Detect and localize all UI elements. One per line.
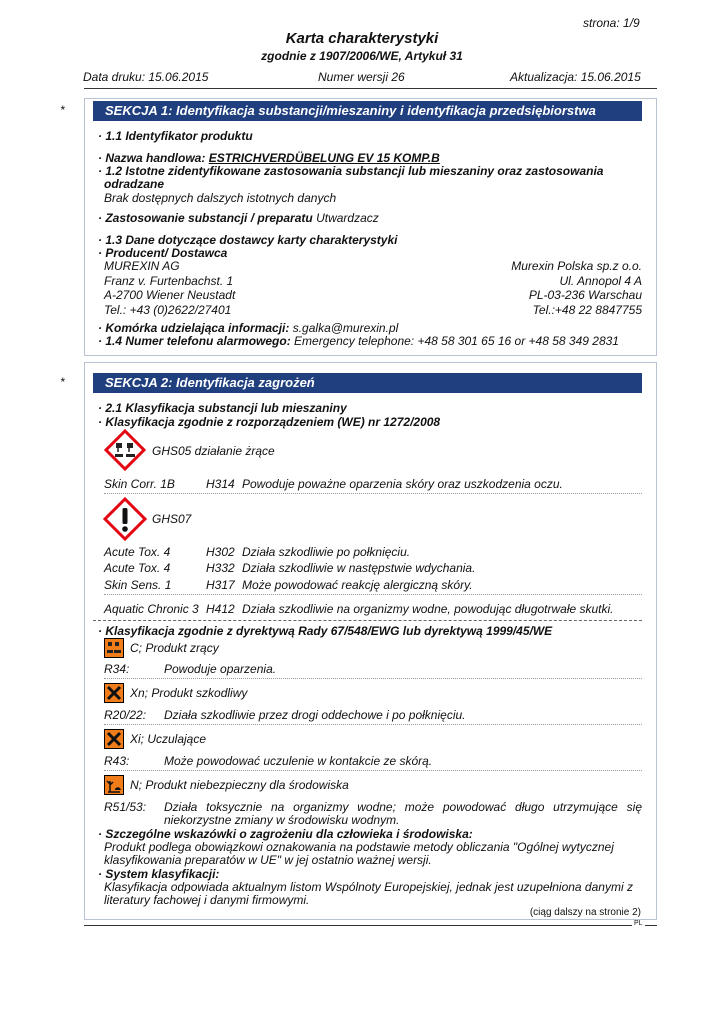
distributor-street: Ul. Annopol 4 A — [559, 273, 642, 288]
page-number: strona: 1/9 — [583, 16, 640, 30]
ghs05-corrosion-icon — [104, 429, 146, 471]
version-number: Numer wersji 26 — [318, 70, 405, 84]
dotted-separator — [104, 770, 642, 771]
use-line — [98, 211, 379, 225]
acute-tox-inhal-h: H332 — [206, 561, 235, 575]
producer-label: · Producent/ Dostawca — [98, 246, 228, 260]
harmful-xn-icon — [104, 683, 124, 703]
emergency-line — [98, 334, 619, 348]
language-code: PL — [634, 920, 643, 927]
skin-sens-h: H317 — [206, 578, 235, 592]
c-label: C; Produkt zrący — [130, 641, 219, 655]
producer-city: A-2700 Wiener Neustadt — [104, 288, 236, 302]
emergency-label: · 1.4 Numer telefonu alarmowego: — [98, 334, 295, 348]
no-data-text: Brak dostępnych dalszych istotnych danych — [104, 191, 337, 205]
classification-system-line1: Klasyfikacja odpowiada aktualnym listom Wspólnoty Europejskiej, jednak jest uzupełniona danymi z — [104, 880, 633, 894]
footer-divider-end — [645, 925, 657, 926]
continued-note: (ciąg dalszy na stronie 2) — [529, 907, 641, 918]
xi-label: Xi; Uczulające — [130, 732, 207, 746]
skin-corr-text: Powoduje poważne oparzenia skóry oraz uszkodzenia oczu. — [242, 477, 563, 491]
document-title: Karta charakterystyki — [285, 30, 439, 47]
section1-change-marker: * — [60, 103, 65, 117]
section1-3-heading: · 1.3 Dane dotyczące dostawcy karty charakterystyki — [98, 233, 398, 247]
skin-corr-h: H314 — [206, 477, 235, 491]
classification-system-label: · System klasyfikacji: — [98, 867, 220, 881]
producer-address — [104, 259, 235, 317]
info-line — [98, 321, 398, 335]
distributor-phone: Tel.:+48 22 8847755 — [532, 302, 642, 317]
section1-1-heading: · 1.1 Identyfikator produktu — [98, 129, 253, 143]
info-email[interactable]: s.galka@murexin.pl — [292, 321, 399, 335]
r2022-text: Działa szkodliwie przez drogi oddechowe i po połknięciu. — [164, 708, 466, 722]
producer-phone: Tel.: +43 (0)2622/27401 — [104, 302, 232, 317]
aquatic-h: H412 — [206, 602, 235, 616]
r5153-text-line1: Działa toksycznie na organizmy wodne; może powodować długo utrzymujące się — [164, 800, 642, 814]
aquatic-code: Aquatic Chronic 3 — [104, 602, 199, 616]
special-hazards-label: · Szczególne wskazówki o zagrożeniu dla człowieka i środowiska: — [98, 827, 473, 841]
section1-2-heading-line2: odradzane — [104, 177, 165, 191]
section1-title: SEKCJA 1: Identyfikacja substancji/mieszaniny i identyfikacja przedsiębiorstwa — [93, 101, 642, 121]
distributor-address — [430, 259, 642, 317]
xn-label: Xn; Produkt szkodliwy — [130, 686, 248, 700]
dotted-separator — [104, 493, 642, 494]
section1-2-heading-line1: · 1.2 Istotne zidentyfikowane zastosowania substancji lub mieszaniny oraz zastosowania — [98, 164, 604, 178]
r2022-code: R20/22: — [104, 708, 147, 722]
acute-tox-oral-h: H302 — [206, 545, 235, 559]
acute-tox-oral-text: Działa szkodliwie po połknięciu. — [242, 545, 411, 559]
skin-sens-text: Może powodować reakcję alergiczną skóry. — [242, 578, 473, 592]
r34-code: R34: — [104, 662, 130, 676]
dotted-separator — [104, 594, 642, 595]
dashed-separator — [93, 620, 642, 621]
use-label: · Zastosowanie substancji / preparatu — [98, 211, 317, 225]
dotted-separator — [104, 678, 642, 679]
section2-1-heading: · 2.1 Klasyfikacja substancji lub mieszaniny — [98, 401, 347, 415]
header-divider — [84, 88, 657, 89]
irritant-xi-icon — [104, 729, 124, 749]
special-hazards-line1: Produkt podlega obowiązkowi oznakowania na podstawie metody obliczania "Ogólnej wytycznej — [104, 840, 614, 854]
acute-tox-inhal-text: Działa szkodliwie w następstwie wdychania. — [242, 561, 476, 575]
special-hazards-line2: klasyfikowania preparatów w UE" w jej ostatnio ważnej wersji. — [104, 853, 432, 867]
aquatic-text: Działa szkodliwie na organizmy wodne, powodując długotrwałe skutki. — [242, 602, 614, 616]
producer-name: MUREXIN AG — [104, 259, 180, 273]
skin-sens-code: Skin Sens. 1 — [104, 578, 172, 592]
corrosive-c-icon — [104, 638, 124, 658]
acute-tox-oral-code: Acute Tox. 4 — [104, 545, 171, 559]
classification-system-line2: literatury fachowej i danymi firmowymi. — [104, 893, 310, 907]
section2-change-marker: * — [60, 375, 65, 389]
r34-text: Powoduje oparzenia. — [164, 662, 277, 676]
trade-name-line — [98, 151, 440, 165]
producer-street: Franz v. Furtenbachst. 1 — [104, 273, 234, 288]
section2-title: SEKCJA 2: Identyfikacja zagrożeń — [93, 373, 642, 393]
skin-corr-code: Skin Corr. 1B — [104, 477, 175, 491]
distributor-city: PL-03-236 Warschau — [528, 288, 642, 302]
environment-n-icon — [104, 775, 124, 795]
footer-divider — [84, 925, 632, 926]
clp-heading: · Klasyfikacja zgodnie z rozporządzeniem (WE) nr 1272/2008 — [98, 415, 441, 429]
acute-tox-inhal-code: Acute Tox. 4 — [104, 561, 171, 575]
r5153-text-line2: niekorzystne zmiany w środowisku wodnym. — [164, 813, 400, 827]
ghs07-label: GHS07 — [152, 512, 192, 526]
document-subtitle: zgodnie z 1907/2006/WE, Artykuł 31 — [261, 49, 463, 63]
use-value: Utwardzacz — [316, 211, 379, 225]
trade-name-value: ESTRICHVERDÜBELUNG EV 15 KOMP.B — [208, 151, 440, 165]
update-date: Aktualizacja: 15.06.2015 — [510, 70, 641, 84]
trade-name-label: · Nazwa handlowa: — [98, 151, 209, 165]
ghs05-label: GHS05 działanie żrące — [152, 444, 275, 458]
n-label: N; Produkt niebezpieczny dla środowiska — [130, 778, 349, 792]
dotted-separator — [104, 724, 642, 725]
distributor-name: Murexin Polska sp.z o.o. — [511, 259, 642, 273]
r43-text: Może powodować uczulenie w kontakcie ze skórą. — [164, 754, 433, 768]
emergency-phone: Emergency telephone: +48 58 301 65 16 or +48 58 349 2831 — [294, 334, 619, 348]
print-date: Data druku: 15.06.2015 — [83, 70, 209, 84]
info-label: · Komórka udzielająca informacji: — [98, 321, 293, 335]
ghs07-exclamation-icon — [103, 497, 147, 541]
r5153-code: R51/53: — [104, 800, 147, 814]
r43-code: R43: — [104, 754, 130, 768]
dsd-heading: · Klasyfikacja zgodnie z dyrektywą Rady 67/548/EWG lub dyrektywą 1999/45/WE — [98, 624, 553, 638]
